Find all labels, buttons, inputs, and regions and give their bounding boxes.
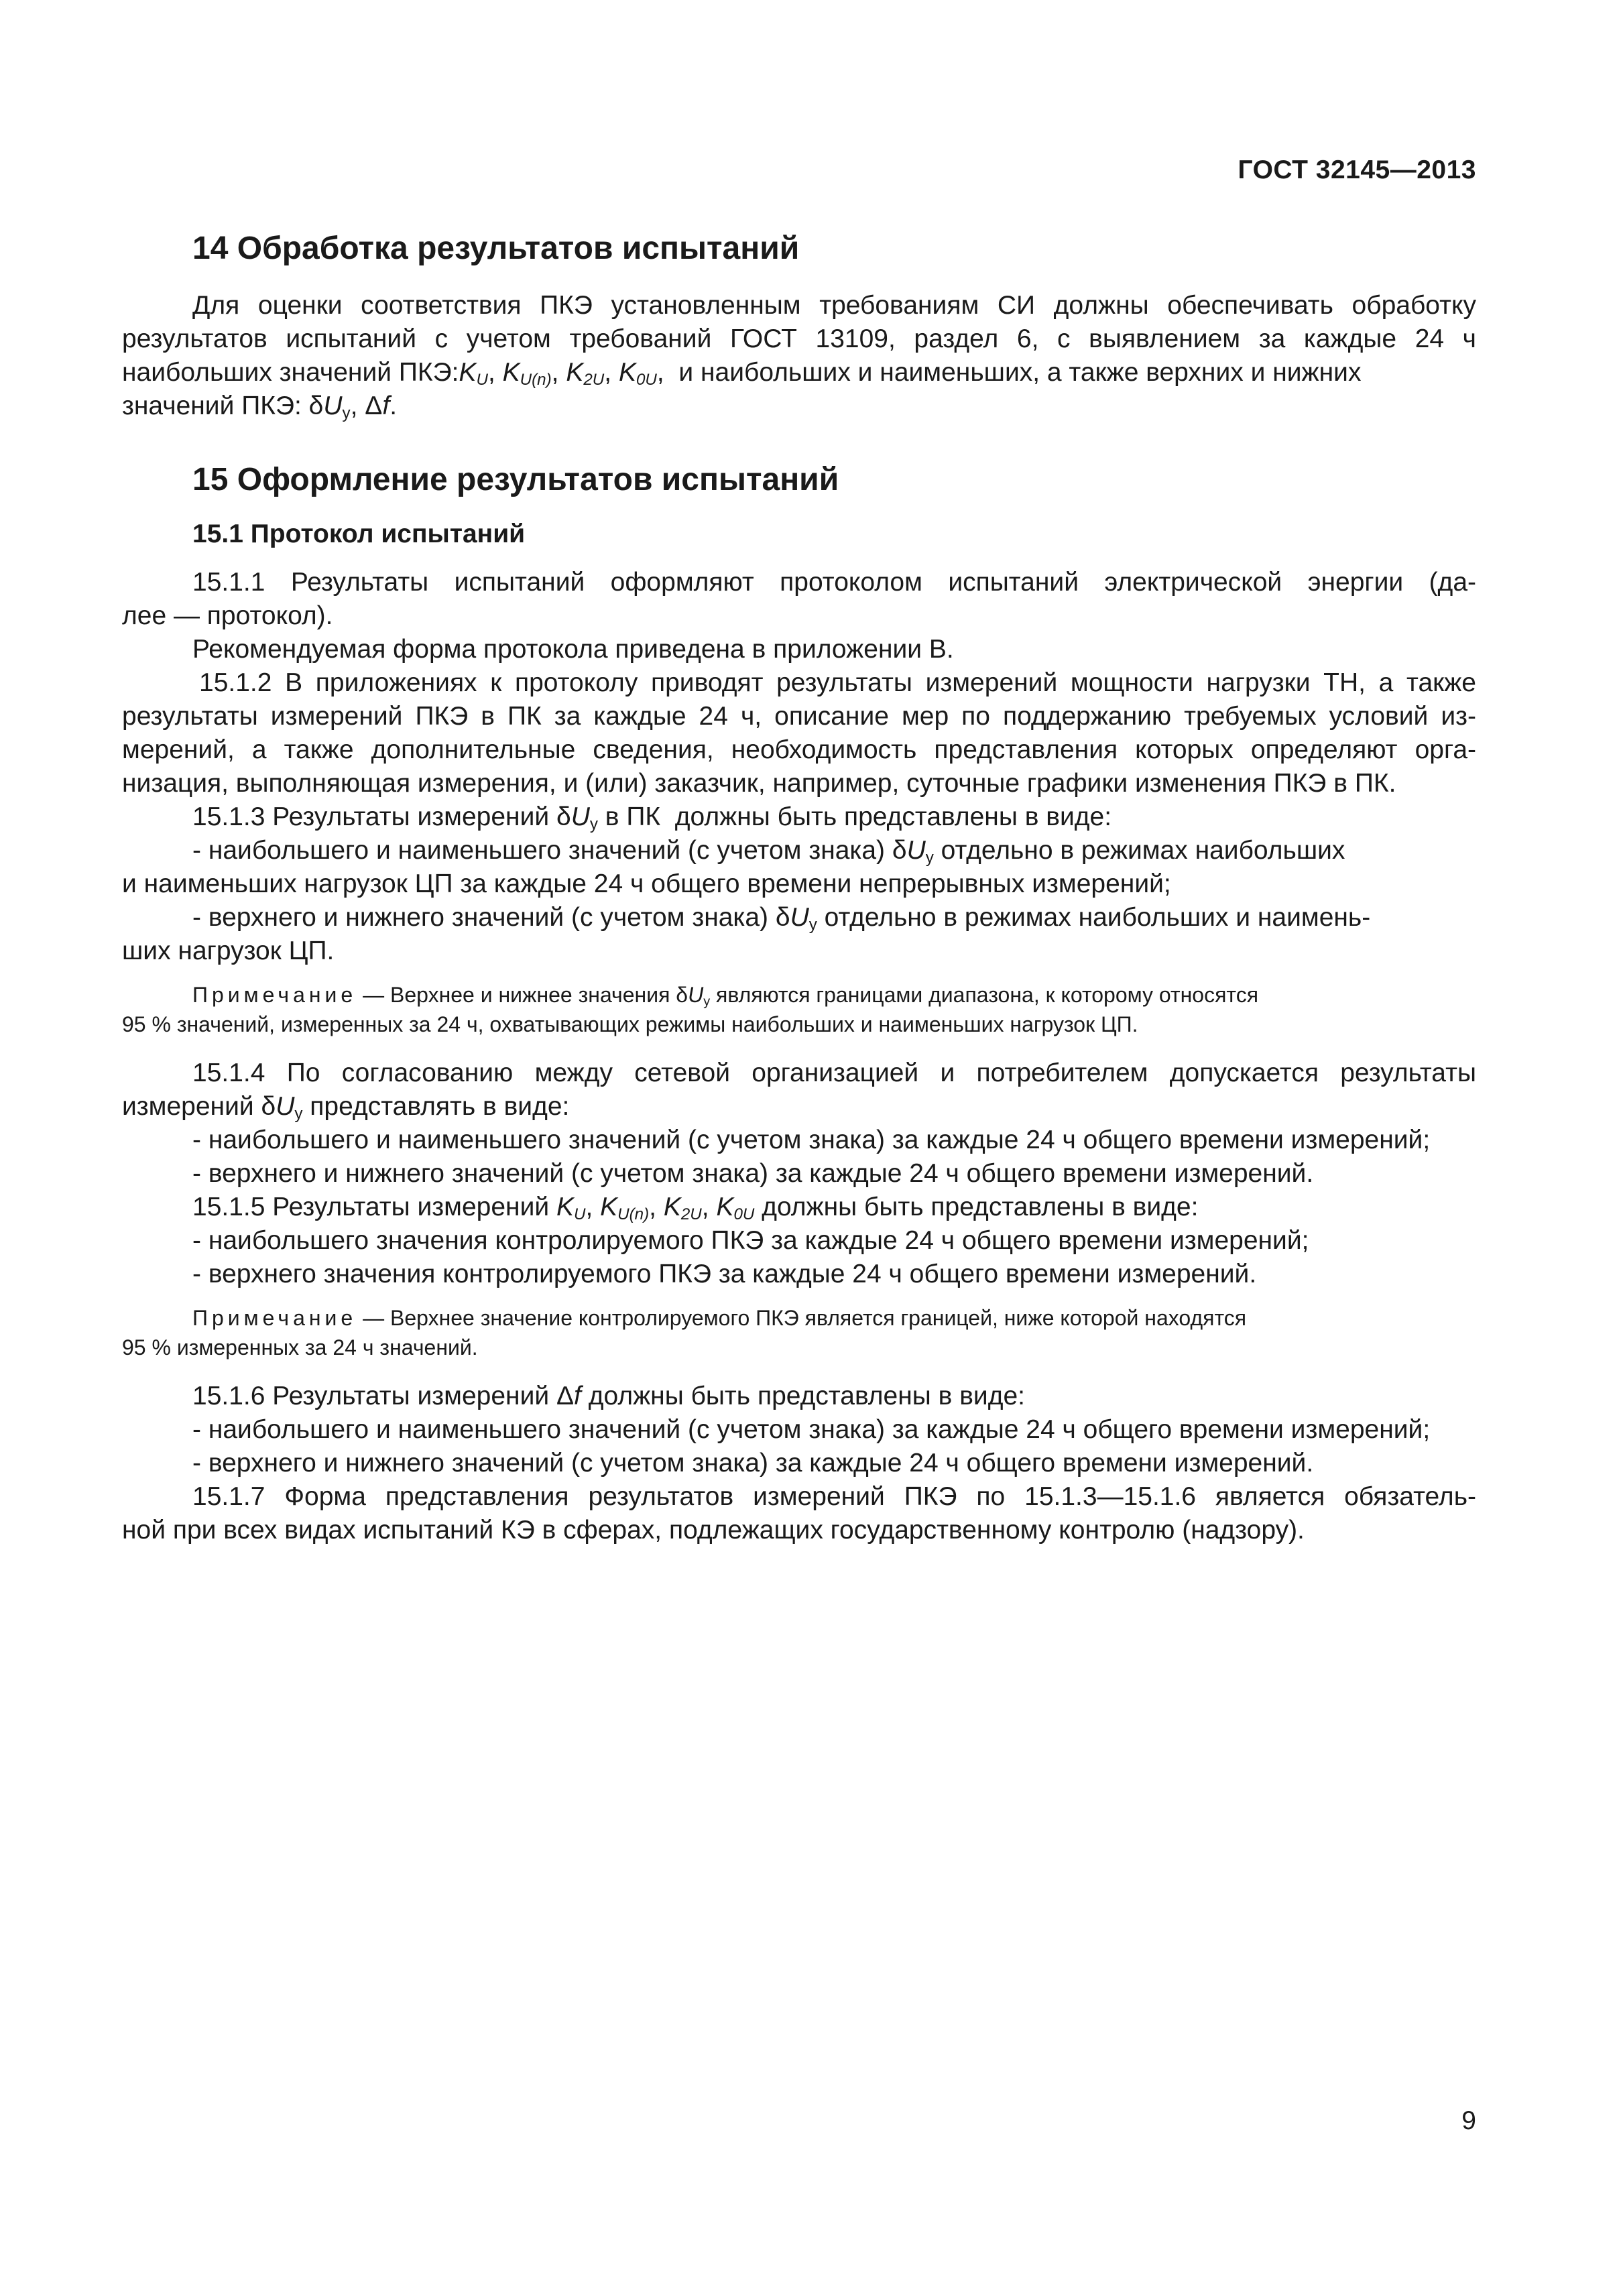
p1515-line-3: - верхнего значения контролируемого ПКЭ за каждые 24 ч общего времени измерений. bbox=[192, 1260, 1257, 1288]
s14-l4-text-b: , Δ bbox=[350, 391, 383, 420]
s14-l4-text: значений ПКЭ: δ bbox=[122, 391, 324, 420]
note-2-line-2: 95 % измеренных за 24 ч значений. bbox=[122, 1335, 478, 1360]
sym-un: U(n) bbox=[617, 1205, 650, 1224]
sym-f: f bbox=[382, 391, 390, 420]
sym-y: у bbox=[342, 404, 351, 423]
note-2-text: — Верхнее значение контролируемого ПКЭ является границей, ниже которой находятся bbox=[357, 1306, 1247, 1330]
p1511-line-2: лее — протокол). bbox=[122, 601, 333, 630]
s14-line-3: наибольших значений $ПКЭ:K_U$, $K_{U(n)}$, $K_{2U}$, $K_{0U}$, и наибольших и наименьших, а также верхних и нижних bbox=[122, 358, 1362, 389]
sym-k: K bbox=[556, 1193, 575, 1221]
p1513-l2-text-b: отдельно в режимах наибольших bbox=[933, 836, 1345, 865]
s14-line-4: значений ПКЭ: $\delta U_у$, Δf. bbox=[122, 391, 398, 423]
p1517-line-1: 15.1.7 Форма представления результатов измерений ПКЭ по 15.1.3—15.1.6 является обязатель- bbox=[192, 1482, 1476, 1511]
p1513-line-1 bbox=[122, 800, 1476, 834]
p1516-line-1 bbox=[122, 1380, 1476, 1413]
p1511-line-3: Рекомендуемая форма протокола приведена в приложении В. bbox=[192, 635, 954, 664]
sym-y: у bbox=[925, 849, 934, 867]
document-header: ГОСТ 32145—2013 bbox=[1238, 156, 1476, 184]
p1514-l2-text: измерений δ bbox=[122, 1092, 276, 1121]
p1516-line-2: - наибольшего и наименьшего значений (с учетом знака) за каждые 24 ч общего времени измерений; bbox=[192, 1415, 1431, 1444]
sym-2u: 2U bbox=[680, 1205, 702, 1224]
p1514-line-4: - верхнего и нижнего значений (с учетом знака) за каждые 24 ч общего времени измерений. bbox=[192, 1159, 1314, 1188]
sym-k: K bbox=[663, 1193, 681, 1221]
p1513-line-4 bbox=[122, 901, 1476, 934]
sym-un: U(n) bbox=[520, 371, 552, 389]
sym-y: у bbox=[808, 916, 817, 934]
p1512-line-2: результаты измерений ПКЭ в ПК за каждые 24 ч, описание мер по поддержанию требуемых условий из- bbox=[122, 702, 1476, 731]
sym-u: U bbox=[276, 1092, 295, 1121]
sym-k: K bbox=[502, 358, 520, 387]
p1515-l1-text: 15.1.5 Результаты измерений bbox=[192, 1193, 556, 1221]
sym-k: K bbox=[600, 1193, 618, 1221]
note-1-line-2: 95 % значений, измеренных за 24 ч, охватывающих режимы наибольших и наименьших нагрузок ЦП. bbox=[122, 1012, 1138, 1036]
note-1-label: Примечание bbox=[192, 983, 357, 1007]
p1513-line-3: и наименьших нагрузок ЦП за каждые 24 ч общего времени непрерывных измерений; bbox=[122, 869, 1171, 898]
sym-u: U bbox=[688, 983, 704, 1007]
s14-line-2: результатов испытаний с учетом требований ГОСТ 13109, раздел 6, с выявлением за каждые 24 ч bbox=[122, 324, 1476, 353]
p1516-l1-text: 15.1.6 Результаты измерений Δ bbox=[192, 1382, 575, 1410]
p1512-line-3: мерений, а также дополнительные сведения, необходимость представления которых определяют орга- bbox=[122, 735, 1476, 764]
s14-l3-text-b: и наибольших и наименьших, а также верхних и нижних bbox=[664, 358, 1362, 387]
sym-k: K bbox=[716, 1193, 734, 1221]
p1513-l2-text: - наибольшего и наименьшего значений (с учетом знака) δ bbox=[192, 836, 907, 865]
sym-y: у bbox=[294, 1105, 303, 1124]
p1514-l2-text-b: представлять в виде: bbox=[302, 1092, 570, 1121]
p1514-line-2 bbox=[122, 1090, 1476, 1124]
sym-f: f bbox=[574, 1382, 581, 1410]
sym-u: U bbox=[570, 802, 590, 831]
sym-k: K bbox=[566, 358, 584, 387]
p1513-line-2 bbox=[122, 834, 1476, 867]
s14-line-1: Для оценки соответствия ПКЭ установленным требованиям СИ должны обеспечивать обработку bbox=[192, 291, 1476, 320]
p1517-line-2: ной при всех видах испытаний КЭ в сферах, подлежащих государственному контролю (надзору). bbox=[122, 1516, 1305, 1545]
sym-k: K bbox=[459, 358, 477, 387]
section-14-title: 14 Обработка результатов испытаний bbox=[192, 231, 800, 266]
p1516-l1-text-b: должны быть представлены в виде: bbox=[581, 1382, 1025, 1410]
p1515-line-1: 15.1.5 Результаты измерений $K_U$, $K_{U(n)}$, $K_{2U}$, $K_{0U}$ должны быть представлены в виде: bbox=[192, 1193, 1199, 1224]
p1515-l1-text-b: должны быть представлены в виде: bbox=[754, 1193, 1199, 1221]
note-1-text-b: являются границами диапазона, к которому относятся bbox=[710, 983, 1259, 1007]
p1513-l1-text: 15.1.3 Результаты измерений δ bbox=[192, 802, 571, 831]
p1514-line-1: 15.1.4 По согласованию между сетевой организацией и потребителем допускается результаты bbox=[192, 1059, 1476, 1087]
sym-y: у bbox=[589, 815, 598, 834]
note-2-line-1 bbox=[122, 1303, 1476, 1333]
sym-2u: 2U bbox=[583, 371, 605, 389]
p1512-line-1: 15.1.2 В приложениях к протоколу приводят результаты измерений мощности нагрузки ТН, а также bbox=[199, 668, 1476, 697]
subsection-15-1-title: 15.1 Протокол испытаний bbox=[192, 520, 526, 548]
sym-k: K bbox=[618, 358, 636, 387]
section-15-title: 15 Оформление результатов испытаний bbox=[192, 462, 839, 497]
sym-u: U bbox=[323, 391, 343, 420]
sym-u: U bbox=[906, 836, 926, 865]
sym-u: U bbox=[476, 371, 488, 389]
p1515-line-2: - наибольшего значения контролируемого ПКЭ за каждые 24 ч общего времени измерений; bbox=[192, 1226, 1309, 1255]
p1513-l4-text: - верхнего и нижнего значений (с учетом знака) δ bbox=[192, 903, 790, 932]
note-2-label: Примечание bbox=[192, 1306, 357, 1330]
sym-u: U bbox=[790, 903, 809, 932]
note-1-line-1 bbox=[122, 980, 1476, 1010]
sym-0u: 0U bbox=[636, 371, 657, 389]
p1513-l4-text-b: отдельно в режимах наибольших и наимень- bbox=[817, 903, 1371, 932]
s14-l3-text: наибольших значений ПКЭ: bbox=[122, 358, 459, 387]
p1513-line-5: ших нагрузок ЦП. bbox=[122, 936, 335, 965]
page-number: 9 bbox=[1461, 2106, 1476, 2135]
sym-y: у bbox=[703, 993, 711, 1009]
p1514-line-3: - наибольшего и наименьшего значений (с учетом знака) за каждые 24 ч общего времени измерений; bbox=[192, 1126, 1431, 1154]
note-1-text: — Верхнее и нижнее значения δ bbox=[357, 983, 688, 1007]
p1516-line-3: - верхнего и нижнего значений (с учетом знака) за каждые 24 ч общего времени измерений. bbox=[192, 1449, 1314, 1477]
p1511-line-1: 15.1.1 Результаты испытаний оформляют протоколом испытаний электрической энергии (да- bbox=[192, 568, 1476, 597]
p1513-l1-text-b: в ПК должны быть представлены в виде: bbox=[597, 802, 1112, 831]
sym-0u: 0U bbox=[733, 1205, 755, 1224]
sym-u: U bbox=[574, 1205, 586, 1224]
p1512-line-4: низация, выполняющая измерения, и (или) заказчик, например, суточные графики изменения ПКЭ в ПК. bbox=[122, 769, 1396, 798]
